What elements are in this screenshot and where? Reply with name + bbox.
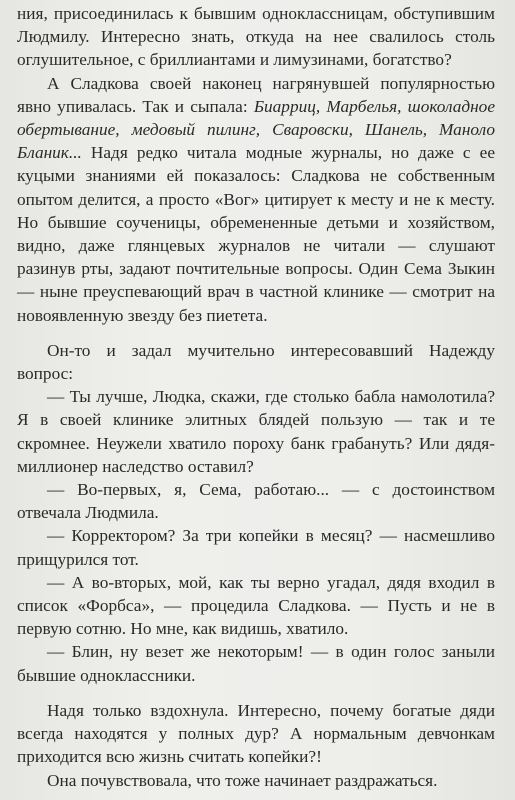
paragraph-2 [17,72,495,327]
text-run: А Сладкова своей наконец нагрянувшей популярностью явно упивалась. Так и сыпала: [17,73,495,116]
paragraph-1 [17,2,495,72]
paragraph-9 [17,699,495,769]
text-run: — Корректором? За три копейки в месяц? — насмешливо прищурился тот. [17,526,495,569]
text-run: ния, присоединилась к бывшим одноклассницам, обступившим Людмилу. Интересно знать, откуда на нее свалилось столь оглушительное, с бриллиантами и лимузинами, богатство? [17,4,495,70]
dialogue-line-5 [17,640,495,686]
text-run: — Ты лучше, Людка, скажи, где столько бабла намолотила? Я в своей клинике элитных блядей пользую — так и те скромнее. Неужели хватило пороху банк грабануть? Или дядя-миллионер наследство оставил? [17,387,495,476]
text-run: Она почувствовала, что тоже начинает раздражаться. [47,770,438,790]
text-run: — А во-вторых, мой, как ты верно угадал, дядя входил в список «Форбса», — процедила Сладкова. — Пусть и не в первую сотню. Но мне, как видишь, хватило. [17,572,495,639]
text-run: — Блин, ну везет же некоторым! — в один голос заныли бывшие одноклассники. [17,642,495,685]
text-run: Надя редко читала модные журналы, но даже с ее куцыми знаниями ей показалось: Сладкова не собственным опытом делится, а просто «Вог» цитирует к месту и не к месту. Но бывшие соученицы, обремененные детьми и хозяйством, видно, даже глянцевых журналов не читали — слушают разинув рты, задают почтительные вопросы. Один Сема Зыкин — ныне преуспевающий врач в частной клинике — смотрит на новоявленную звезду без пиетета. [17,143,495,325]
paragraph-3 [17,339,495,385]
dialogue-line-2 [17,478,495,524]
text-run: Он-то и задал мучительно интересовавший Надежду вопрос: [17,340,495,384]
dialogue-line-3 [17,524,495,570]
italic-brand-list: Биарриц, Марбелья, шоколадное обертывание, медовый пилинг, Сваровски, Шанель, Маноло Бланик... [17,96,495,163]
dialogue-line-1 [17,385,495,478]
dialogue-line-4 [17,571,495,641]
text-run: Надя только вздохнула. Интересно, почему богатые дяди всегда находятся у полных дур? А нормальным девчонкам приходится всю жизнь считать копейки?! [17,700,495,767]
paragraph-10 [17,769,495,792]
text-run: — Во-первых, я, Сема, работаю... — с достоинством отвечала Людмила. [17,480,495,523]
